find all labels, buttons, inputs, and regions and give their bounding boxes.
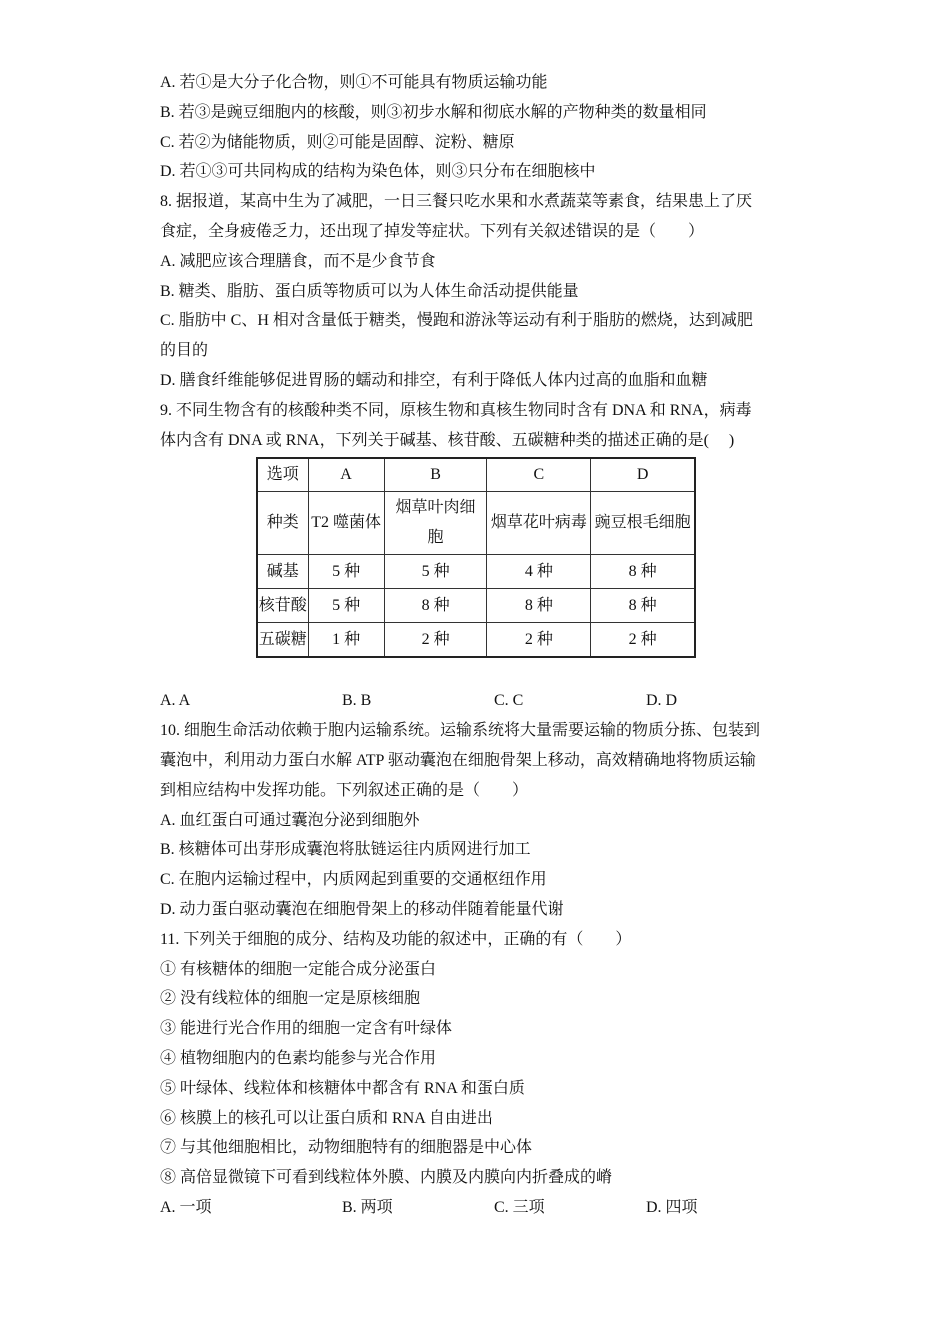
table-cell: 2 种 bbox=[487, 623, 591, 658]
q11-option-b: B. 两项 bbox=[342, 1198, 393, 1216]
table-cell: T2 噬菌体 bbox=[308, 492, 384, 555]
q8-option-c-line2: 的目的 bbox=[160, 342, 209, 360]
q11-item-1: ① 有核糖体的细胞一定能合成分泌蛋白 bbox=[160, 960, 437, 978]
q11-option-c: C. 三项 bbox=[494, 1198, 545, 1216]
q11-option-d: D. 四项 bbox=[646, 1198, 698, 1216]
table-cell: 8 种 bbox=[591, 589, 695, 623]
table-row-bases bbox=[257, 555, 695, 589]
table-header-row bbox=[257, 458, 695, 492]
table-header-cell: D bbox=[591, 458, 695, 492]
table-cell: 8 种 bbox=[591, 555, 695, 589]
q9-option-d: D. D bbox=[646, 692, 678, 710]
table-cell: 8 种 bbox=[487, 589, 591, 623]
q10-option-d: D. 动力蛋白驱动囊泡在细胞骨架上的移动伴随着能量代谢 bbox=[160, 900, 564, 918]
table-row-label: 五碳糖 bbox=[257, 623, 308, 658]
q10-option-a: A. 血红蛋白可通过囊泡分泌到细胞外 bbox=[160, 811, 420, 829]
table-cell: 豌豆根毛细胞 bbox=[591, 492, 695, 555]
table-cell: 2 种 bbox=[591, 623, 695, 658]
table-cell: 5 种 bbox=[308, 555, 384, 589]
q9-stem-line1: 9. 不同生物含有的核酸种类不同，原核生物和真核生物同时含有 DNA 和 RNA，病毒 bbox=[160, 401, 752, 419]
q8-option-c-line1: C. 脂肪中 C、H 相对含量低于糖类，慢跑和游泳等运动有利于脂肪的燃烧，达到减肥 bbox=[160, 312, 753, 330]
table-cell: 2 种 bbox=[384, 623, 487, 658]
table-row-label: 种类 bbox=[257, 492, 308, 555]
q10-stem-line3: 到相应结构中发挥功能。下列叙述正确的是（ ） bbox=[160, 781, 529, 799]
q9-option-a: A. A bbox=[160, 692, 191, 710]
table-cell: 4 种 bbox=[487, 555, 591, 589]
q8-option-a: A. 减肥应该合理膳食，而不是少食节食 bbox=[160, 252, 436, 270]
q11-item-6: ⑥ 核膜上的核孔可以让蛋白质和 RNA 自由进出 bbox=[160, 1109, 493, 1127]
table-header-cell: B bbox=[384, 458, 487, 492]
q11-item-8: ⑧ 高倍显微镜下可看到线粒体外膜、内膜及内膜向内折叠成的嵴 bbox=[160, 1169, 613, 1187]
table-row-label: 碱基 bbox=[257, 555, 308, 589]
table-cell bbox=[384, 492, 487, 555]
table-row-nucleotides bbox=[257, 589, 695, 623]
q7-option-d: D. 若①③可共同构成的结构为染色体，则③只分布在细胞核中 bbox=[160, 163, 596, 181]
table-cell-text: 烟草叶肉细胞 bbox=[395, 499, 476, 547]
q10-option-c: C. 在胞内运输过程中，内质网起到重要的交通枢纽作用 bbox=[160, 871, 547, 889]
q8-stem-line2: 食症，全身疲倦乏力，还出现了掉发等症状。下列有关叙述错误的是（ ） bbox=[160, 222, 705, 240]
q9-stem-line2: 体内含有 DNA 或 RNA，下列关于碱基、核苷酸、五碳糖种类的描述正确的是( ) bbox=[160, 431, 735, 449]
table-cell: 5 种 bbox=[384, 555, 487, 589]
q8-option-d: D. 膳食纤维能够促进胃肠的蠕动和排空，有利于降低人体内过高的血脂和血糖 bbox=[160, 371, 708, 389]
table-row-label: 核苷酸 bbox=[257, 589, 308, 623]
page-content bbox=[160, 68, 800, 1223]
q11-stem: 11. 下列关于细胞的成分、结构及功能的叙述中，正确的有（ ） bbox=[160, 930, 632, 948]
q11-item-4: ④ 植物细胞内的色素均能参与光合作用 bbox=[160, 1049, 437, 1067]
q7-option-b: B. 若③是豌豆细胞内的核酸，则③初步水解和彻底水解的产物种类的数量相同 bbox=[160, 103, 707, 121]
q8-option-b: B. 糖类、脂肪、蛋白质等物质可以为人体生命活动提供能量 bbox=[160, 282, 579, 300]
q11-item-5: ⑤ 叶绿体、线粒体和核糖体中都含有 RNA 和蛋白质 bbox=[160, 1079, 525, 1097]
q10-option-b: B. 核糖体可出芽形成囊泡将肽链运往内质网进行加工 bbox=[160, 841, 531, 859]
q11-option-a: A. 一项 bbox=[160, 1198, 212, 1216]
q9-option-c: C. C bbox=[494, 692, 524, 710]
q11-options bbox=[160, 1193, 800, 1223]
table-header-cell: A bbox=[308, 458, 384, 492]
table-cell: 1 种 bbox=[308, 623, 384, 658]
table-cell: 烟草花叶病毒 bbox=[487, 492, 591, 555]
table-header-cell: 选项 bbox=[257, 458, 308, 492]
q9-options bbox=[160, 686, 800, 716]
q9-table-wrap bbox=[256, 457, 696, 658]
q8-stem-line1: 8. 据报道，某高中生为了减肥，一日三餐只吃水果和水煮蔬菜等素食，结果患上了厌 bbox=[160, 193, 753, 211]
table-row-species bbox=[257, 492, 695, 555]
q11-item-3: ③ 能进行光合作用的细胞一定含有叶绿体 bbox=[160, 1020, 453, 1038]
table-header-cell: C bbox=[487, 458, 591, 492]
q11-item-7: ⑦ 与其他细胞相比，动物细胞特有的细胞器是中心体 bbox=[160, 1139, 533, 1157]
table-cell: 5 种 bbox=[308, 589, 384, 623]
q10-stem-line1: 10. 细胞生命活动依赖于胞内运输系统。运输系统将大量需要运输的物质分拣、包装到 bbox=[160, 722, 761, 740]
q9-table bbox=[256, 457, 696, 658]
table-row-pentose bbox=[257, 623, 695, 658]
q7-option-a: A. 若①是大分子化合物，则①不可能具有物质运输功能 bbox=[160, 74, 548, 91]
q9-option-b: B. B bbox=[342, 692, 372, 710]
q10-stem-line2: 囊泡中，利用动力蛋白水解 ATP 驱动囊泡在细胞骨架上移动，高效精确地将物质运输 bbox=[160, 751, 756, 769]
q7-option-c: C. 若②为储能物质，则②可能是固醇、淀粉、糖原 bbox=[160, 133, 515, 151]
q11-item-2: ② 没有线粒体的细胞一定是原核细胞 bbox=[160, 990, 421, 1008]
table-cell: 8 种 bbox=[384, 589, 487, 623]
